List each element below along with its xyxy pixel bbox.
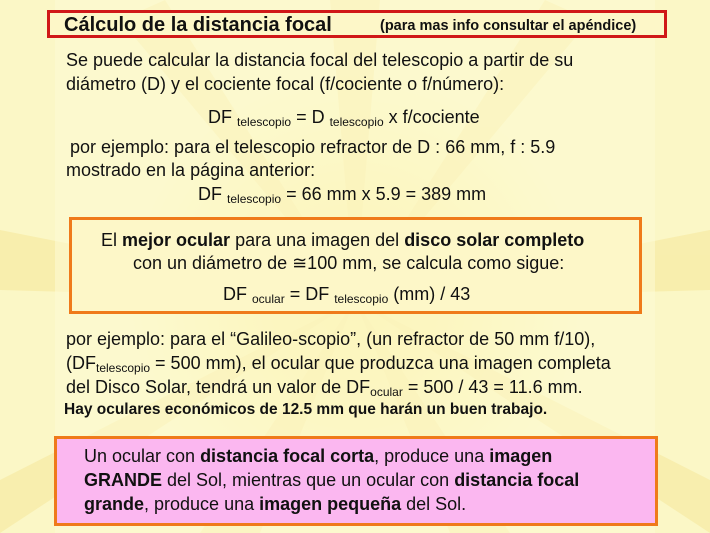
ocular-formula-box	[69, 217, 642, 314]
intro-line-2: diámetro (D) y el cociente focal (f/cociente o f/número):	[66, 74, 505, 94]
example-1-calculation: DF $_{telescopio}$ = 66 mm x 5.9 = 389 mm	[198, 184, 487, 206]
summary-line-2: GRANDE del Sol, mientras que un ocular con distancia focal	[84, 470, 580, 490]
page-title: Cálculo de la distancia focal	[64, 14, 332, 36]
title-note: (para mas info consultar el apéndice)	[380, 18, 637, 34]
title-box	[47, 10, 667, 38]
summary-line-3: grande, produce una imagen pequeña del Sol.	[84, 494, 467, 514]
example-1-line-2: mostrado en la página anterior:	[66, 160, 316, 180]
summary-box	[54, 436, 658, 526]
intro-line-1: Se puede calcular la distancia focal del telescopio a partir de su	[66, 50, 574, 70]
eyepiece-note: Hay oculares económicos de 12.5 mm que harán un buen trabajo.	[64, 401, 548, 418]
example-2-line-3: del Disco Solar, tendrá un valor de $DF_{ocular} = 500 / 43 = 11.6$ mm.	[66, 377, 583, 399]
example-2-line-2: ($DF_{telescopio} = 500$ mm), el ocular que produzca una imagen completa	[66, 353, 611, 375]
example-1-line-1: por ejemplo: para el telescopio refractor de D : 66 mm, f : 5.9	[70, 137, 556, 157]
summary-line-1: Un ocular con distancia focal corta, produce una imagen	[84, 446, 553, 466]
ocular-formula: DF $_{ocular}$ = DF $_{telescopio}$ (mm) / 43	[223, 284, 471, 306]
formula-focal-length: DF $_{telescopio}$ = D $_{telescopio}$ x f/cociente	[208, 107, 480, 129]
example-2-line-1: por ejemplo: para el “Galileo-scopio”, (un refractor de 50 mm f/10),	[66, 329, 596, 349]
ocular-box-line-1: El mejor ocular para una imagen del disco solar completo	[101, 230, 585, 250]
ocular-box-line-2: con un diámetro de ≅100 mm, se calcula como sigue:	[133, 253, 565, 273]
